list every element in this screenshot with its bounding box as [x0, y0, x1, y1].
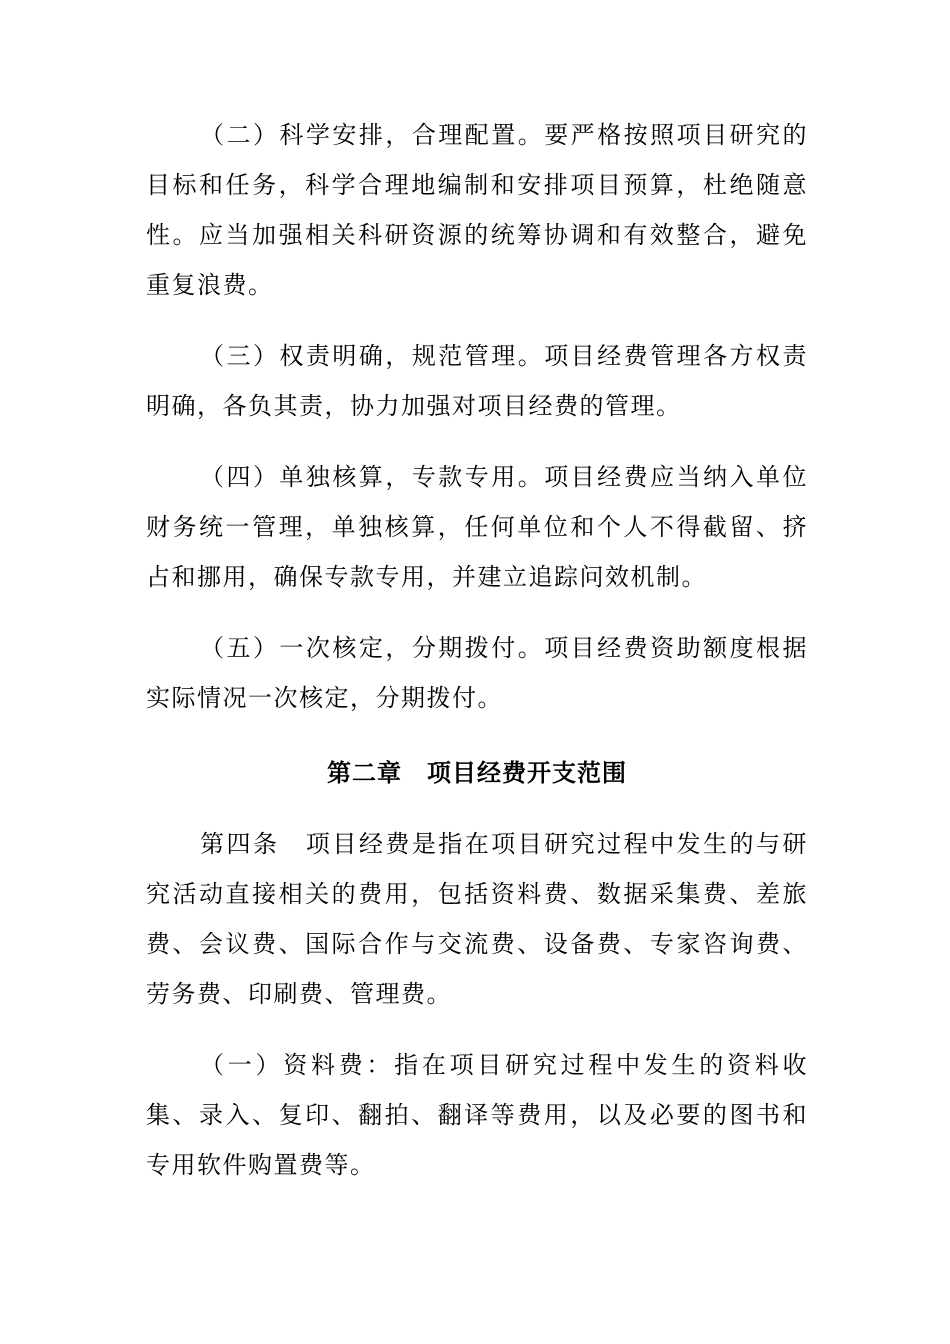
article-four: 第四条 项目经费是指在项目研究过程中发生的与研究活动直接相关的费用，包括资料费、数据采集费、差旅费、会议费、国际合作与交流费、设备费、专家咨询费、劳务费、印刷费、管理费。	[146, 830, 808, 1008]
chapter-heading: 第二章 项目经费开支范围	[327, 759, 627, 787]
paragraph-one-time-approval: （五）一次核定，分期拨付。项目经费资助额度根据实际情况一次核定，分期拨付。	[146, 634, 808, 712]
item-materials-fee: （一）资料费：指在项目研究过程中发生的资料收集、录入、复印、翻拍、翻译等费用，以及必要的图书和专用软件购置费等。	[146, 1051, 808, 1179]
paragraph-separate-accounting: （四）单独核算，专款专用。项目经费应当纳入单位财务统一管理，单独核算，任何单位和个人不得截留、挤占和挪用，确保专款专用，并建立追踪问效机制。	[146, 463, 808, 591]
paragraph-clear-responsibility: （三）权责明确，规范管理。项目经费管理各方权责明确，各负其责，协力加强对项目经费的管理。	[146, 342, 808, 420]
paragraph-scientific-arrangement: （二）科学安排，合理配置。要严格按照项目研究的目标和任务，科学合理地编制和安排项目预算，杜绝随意性。应当加强相关科研资源的统筹协调和有效整合，避免重复浪费。	[146, 121, 808, 299]
